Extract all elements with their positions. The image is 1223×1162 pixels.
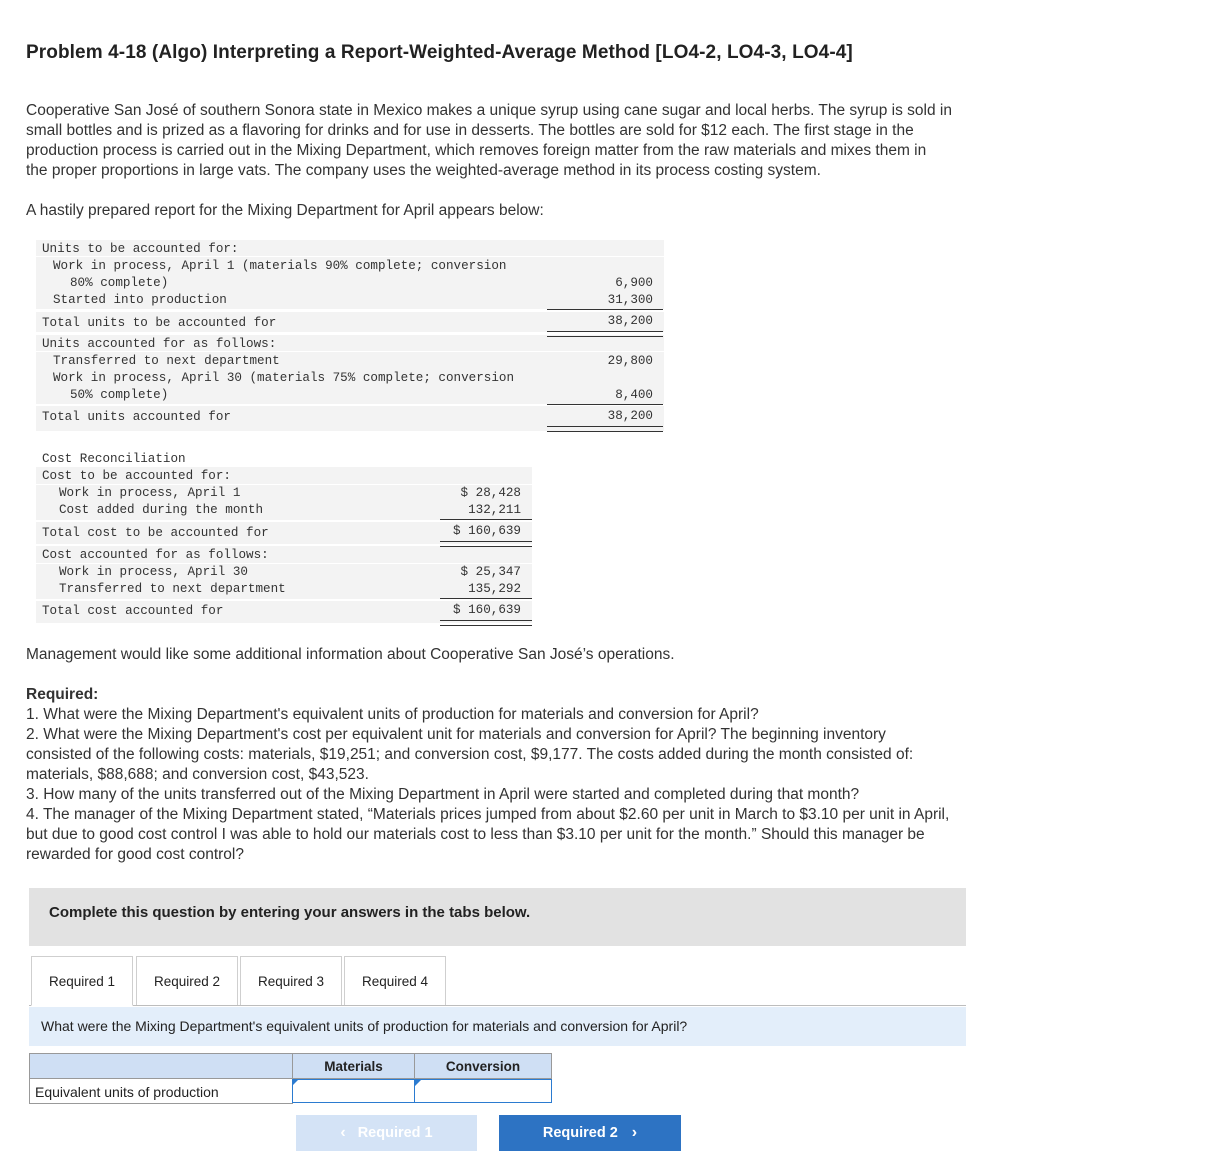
required-line: 2. What were the Mixing Department's cost per equivalent unit for materials and conversion for April? The beginning inventory [26, 726, 886, 743]
units-heading: Units to be accounted for: [42, 242, 239, 256]
cost-wip-end: $ 25,347 [460, 565, 521, 579]
next-button-label: Required 2 [542, 1125, 618, 1141]
required-section [26, 685, 1076, 865]
cost-added: 132,211 [468, 503, 521, 517]
intro-line: the proper proportions in large vats. The company uses the weighted-average method in its process costing system. [26, 162, 821, 179]
required-line: 3. How many of the units transferred out of the Mixing Department in April were started and completed during that month? [26, 786, 860, 803]
management-text: Management would like some additional information about Cooperative San José’s operations. [26, 646, 675, 663]
tab-required-3[interactable]: Required 3 [240, 956, 342, 1006]
instruction-banner [29, 888, 966, 946]
input-marker-icon [292, 1079, 299, 1086]
total-cost-for-label: Total cost accounted for [42, 604, 224, 618]
cost-heading: Cost Reconciliation [42, 452, 186, 466]
total-cost-for: $ 160,639 [452, 603, 521, 617]
prev-button[interactable] [296, 1115, 477, 1151]
cost-wip-end-label: Work in process, April 30 [59, 565, 248, 579]
required-line: 4. The manager of the Mixing Department stated, “Materials prices jumped from about $2.60 per unit in March to $3.10 per unit in April, [26, 806, 950, 823]
cost-for-heading: Cost accounted for as follows: [42, 548, 269, 562]
intro-line: Cooperative San José of southern Sonora state in Mexico makes a unique syrup using cane sugar and local herbs. The syrup is sold in [26, 102, 952, 119]
tab-required-4[interactable]: Required 4 [344, 956, 446, 1006]
total-units-for: 38,200 [607, 409, 653, 423]
question-text: What were the Mixing Department's equivalent units of production for materials and conversion for April? [41, 1018, 688, 1034]
total-units-to-label: Total units to be accounted for [42, 316, 277, 330]
required-line: 1. What were the Mixing Department's equivalent units of production for materials and conversion for April? [26, 706, 759, 723]
wip-end-label-cont: 50% complete) [70, 388, 169, 402]
intro-paragraph [26, 101, 1076, 181]
started-units: 31,300 [607, 293, 653, 307]
intro-line: small bottles and is prized as a flavoring for drinks and for use in desserts. The bottles are sold for $12 each. The first stage in the [26, 122, 914, 139]
cost-wip-begin-label: Work in process, April 1 [59, 486, 241, 500]
wip-end-units: 8,400 [615, 388, 653, 402]
cost-to-heading: Cost to be accounted for: [42, 469, 231, 483]
grid-row-label: Equivalent units of production [29, 1078, 293, 1104]
wip-begin-label-cont: 80% complete) [70, 276, 169, 290]
intro-line: production process is carried out in the Mixing Department, which removes foreign matter from the raw materials and mixes them in [26, 142, 927, 159]
required-line: but due to good cost control I was able to hold our materials cost to less than $3.10 per unit for the month.” Should this manager be [26, 826, 925, 843]
tab-divider [29, 1005, 966, 1006]
required-line: consisted of the following costs: materials, $19,251; and conversion cost, $9,177. The costs added during the month consisted of: [26, 746, 914, 763]
chevron-right-icon: › [631, 1124, 638, 1141]
conversion-input[interactable] [414, 1079, 552, 1103]
total-units-for-label: Total units accounted for [42, 410, 231, 424]
total-units-to: 38,200 [607, 314, 653, 328]
grid-header-blank [29, 1053, 293, 1079]
required-heading: Required: [26, 686, 99, 703]
chevron-left-icon: ‹ [340, 1124, 346, 1141]
cost-wip-begin: $ 28,428 [460, 486, 521, 500]
next-button[interactable] [499, 1115, 681, 1151]
started-label: Started into production [53, 293, 227, 307]
grid-header-conversion: Conversion [414, 1053, 552, 1079]
wip-begin-units: 6,900 [615, 276, 653, 290]
transferred-label: Transferred to next department [53, 354, 280, 368]
required-line: materials, $88,688; and conversion cost, $43,523. [26, 766, 369, 783]
transferred-units: 29,800 [607, 354, 653, 368]
input-marker-icon [415, 1079, 422, 1086]
wip-end-label: Work in process, April 30 (materials 75% complete; conversion [53, 371, 515, 385]
page-title: Problem 4-18 (Algo) Interpreting a Report-Weighted-Average Method [LO4-2, LO4-3, LO4-4] [26, 42, 853, 63]
total-cost-to-label: Total cost to be accounted for [42, 526, 269, 540]
question-banner [29, 1007, 966, 1046]
cost-transferred: 135,292 [468, 582, 521, 596]
instruction-text: Complete this question by entering your answers in the tabs below. [49, 904, 531, 921]
materials-input[interactable] [292, 1079, 415, 1103]
grid-header-materials: Materials [292, 1053, 415, 1079]
prev-button-label: Required 1 [357, 1125, 433, 1141]
cost-transferred-label: Transferred to next department [59, 582, 286, 596]
tab-required-1[interactable]: Required 1 [31, 956, 133, 1006]
total-cost-to: $ 160,639 [452, 524, 521, 538]
wip-begin-label: Work in process, April 1 (materials 90% complete; conversion [53, 259, 507, 273]
accounted-heading: Units accounted for as follows: [42, 337, 277, 351]
required-line: rewarded for good cost control? [26, 846, 244, 863]
tab-required-2[interactable]: Required 2 [136, 956, 238, 1006]
report-intro: A hastily prepared report for the Mixing Department for April appears below: [26, 202, 544, 219]
cost-added-label: Cost added during the month [59, 503, 264, 517]
